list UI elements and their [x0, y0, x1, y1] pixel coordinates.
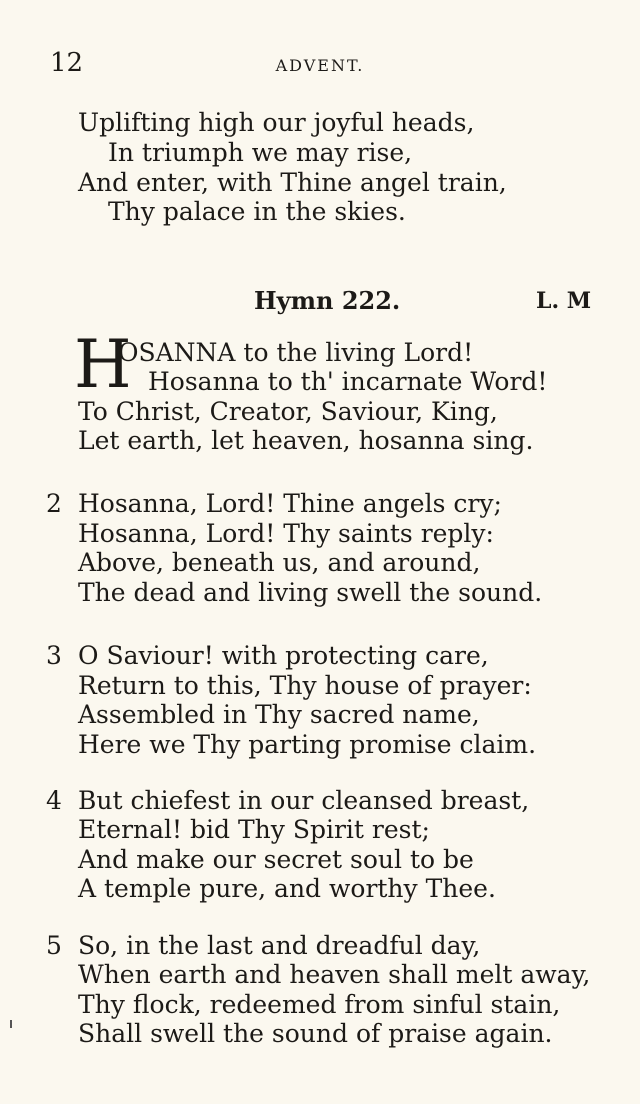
verse-line: The dead and living swell the sound. [78, 578, 543, 607]
page-header [0, 48, 640, 80]
verse-line: A temple pure, and worthy Thee. [78, 874, 496, 903]
verse-line: Thy palace in the skies. [108, 197, 406, 226]
verse-line: O Saviour! with protecting care, [78, 641, 489, 670]
stanza-number: 4 [46, 786, 62, 815]
verse-line: Here we Thy parting promise claim. [78, 730, 537, 759]
verse-line: Shall swell the sound of praise again. [78, 1019, 553, 1048]
verse-line: Return to this, Thy house of prayer: [78, 671, 532, 700]
running-head: ADVENT. [275, 56, 365, 75]
page-number: 12 [50, 48, 84, 78]
hymn-meter: L. M [536, 288, 592, 314]
verse-line: Hosanna, Lord! Thy saints reply: [78, 519, 494, 548]
drop-cap: H [74, 326, 132, 403]
verse-line: Uplifting high our joyful heads, [78, 108, 475, 137]
verse-line: Hosanna to th' incarnate Word! [148, 367, 548, 396]
verse-line: OSANNA to the living Lord! [118, 338, 474, 367]
stanza-number: 2 [46, 489, 62, 518]
verse-line: In triumph we may rise, [108, 138, 413, 167]
verse-line: When earth and heaven shall melt away, [78, 960, 591, 989]
verse-line: And make our secret soul to be [78, 845, 474, 874]
verse-line: Eternal! bid Thy Spirit rest; [78, 815, 430, 844]
stanza-number: 5 [46, 931, 62, 960]
verse-line: So, in the last and dreadful day, [78, 931, 481, 960]
verse-line: And enter, with Thine angel train, [78, 168, 507, 197]
verse-line: To Christ, Creator, Saviour, King, [78, 397, 498, 426]
verse-line: Let earth, let heaven, hosanna sing. [78, 426, 534, 455]
verse-line: Thy flock, redeemed from sinful stain, [78, 990, 561, 1019]
verse-line: Assembled in Thy sacred name, [78, 700, 480, 729]
verse-line: Above, beneath us, and around, [78, 548, 481, 577]
verse-line: But chiefest in our cleansed breast, [78, 786, 530, 815]
hymn-title: Hymn 222. [254, 286, 401, 315]
stanza-number: 3 [46, 641, 62, 670]
margin-mark [10, 1020, 12, 1028]
verse-line: Hosanna, Lord! Thine angels cry; [78, 489, 502, 518]
